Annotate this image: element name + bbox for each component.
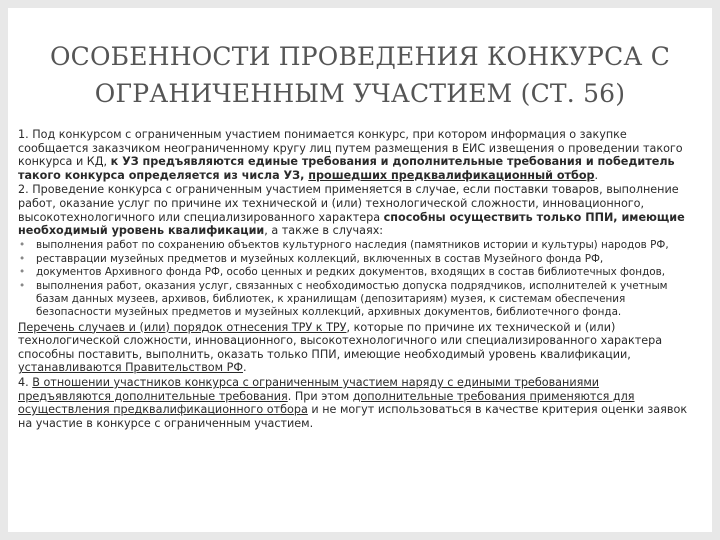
paragraph-1-bold-underlined: прошедших предквалификационный отбор [308, 168, 595, 182]
paragraph-2-end: , а также в случаях: [264, 224, 384, 238]
bullet-marker: • [19, 252, 26, 265]
title-line-2: ОГРАНИЧЕННЫМ УЧАСТИЕМ (СТ. 56) [94, 79, 626, 108]
paragraph-4-prefix: 4. [18, 375, 33, 389]
paragraph-3-text: , которые по причине их технической и (или) технологической сложности, инновационного, высокотехнологичного или специализированного характера способны поставить, выполнить, оказать только ППИ, имеющие необходимый уровень квалификации, [18, 320, 663, 361]
bullet-text: выполнения работ, оказания услуг, связанных с необходимостью допуска подрядчиков, исполнителей к учетным базам данных музеев, архивов, библиотек, к хранилищам (депозитариям) музея, к системам обеспечения безопасности музейных предметов и музейных коллекций, архивных документов, библиотечного фонда. [36, 280, 668, 318]
bullet-marker: • [19, 238, 26, 251]
paragraph-4-text: . При этом [287, 389, 353, 403]
paragraph-1-text: 1. Под конкурсом с ограниченным участием понимается конкурс, при котором информация о закупке сообщается заказчиком неограниченному кругу лиц путем размещения в ЕИС извещения о проведении такого конкурса и КД, [18, 128, 683, 169]
paragraph-4-end: и не могут использоваться в качестве критерия оценки заявок на участие в конкурсе с ограниченным участием. [18, 403, 688, 430]
slide-title [28, 38, 692, 112]
paragraph-4-underlined-2: дополнительные требования применяются для осуществления предквалификационного отбора [18, 389, 635, 417]
paragraph-4 [18, 376, 694, 430]
paragraph-4-underlined: В отношении участников конкурса с ограниченным участием наряду с едиными требованиями предъявляются дополнительные требования [18, 375, 600, 403]
bullet-item [18, 280, 694, 318]
bullet-marker: • [19, 266, 26, 279]
paragraph-2-bold: способны осуществить только ППИ, имеющие необходимый уровень квалификации [18, 210, 685, 238]
paragraph-3-end: . [243, 361, 247, 375]
paragraph-3-underlined-2: устанавливаются Правительством РФ [18, 361, 244, 375]
bullet-item [18, 266, 694, 279]
slide-content [18, 128, 694, 431]
bullet-text: документов Архивного фонда РФ, особо ценных и редких документов, входящих в состав библиотечных фондов, [36, 266, 666, 279]
paragraph-1 [18, 128, 694, 182]
bullet-item [18, 239, 694, 252]
bullet-marker: • [19, 280, 26, 293]
paragraph-2 [18, 183, 694, 237]
bullet-text: реставрации музейных предметов и музейных коллекций, включенных в состав Музейного фонда РФ, [36, 252, 604, 265]
paragraph-1-bold: к УЗ предъявляются единые требования и дополнительные требования и победитель такого конкурса определяется из числа УЗ, [18, 155, 675, 182]
bullet-list [18, 239, 694, 319]
paragraph-3-underlined: Перечень случаев и (или) порядок отнесения ТРУ к ТРУ [18, 320, 347, 334]
paragraph-3 [18, 321, 694, 375]
title-line-1: ОСОБЕННОСТИ ПРОВЕДЕНИЯ КОНКУРСА С [49, 42, 671, 71]
paragraph-1-end: . [594, 168, 599, 182]
paragraph-2-text: 2. Проведение конкурса с ограниченным участием применяется в случае, если поставки товаров, выполнение работ, оказание услуг по причине их технической и (или) технологической сложности, инновационного, высокотехнологичного или специализированного характера [18, 183, 679, 224]
bullet-item [18, 253, 694, 266]
slide [8, 8, 712, 532]
bullet-text: выполнения работ по сохранению объектов культурного наследия (памятников истории и культуры) народов РФ, [36, 238, 669, 251]
